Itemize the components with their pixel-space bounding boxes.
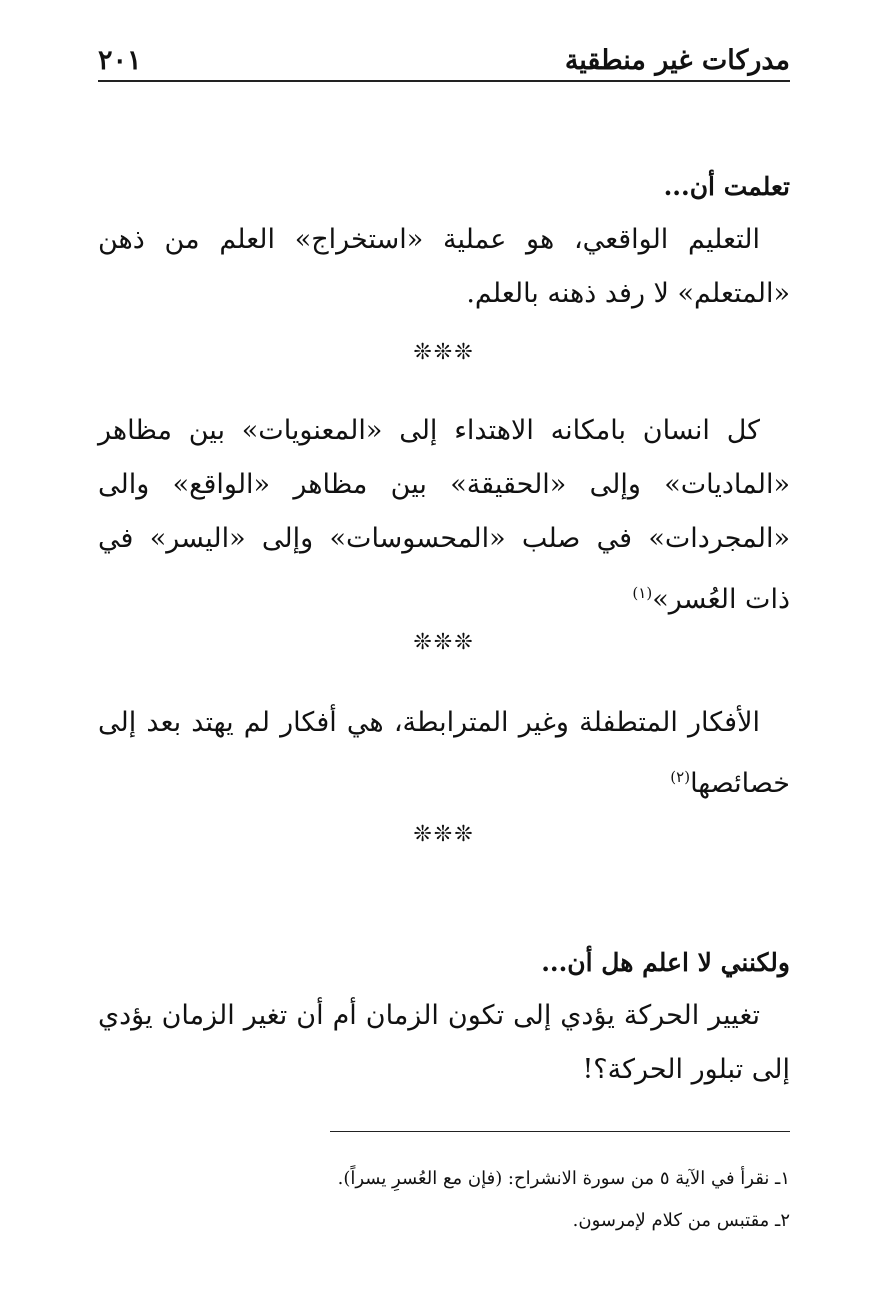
- paragraph: تغيير الحركة يؤدي إلى تكون الزمان أم أن تغير الزمان يؤدي إلى تبلور الحركة؟!: [98, 1000, 790, 1085]
- page-number: ٢٠١: [98, 44, 142, 76]
- section-heading: تعلمت أن...: [663, 172, 790, 201]
- section-heading: ولكنني لا اعلم هل أن...: [541, 948, 790, 977]
- paragraph-text: الأفكار المتطفلة وغير المترابطة، هي أفكار لم يهتد بعد إلى خصائصها: [98, 707, 790, 799]
- header-title: مدركات غير منطقية: [564, 44, 790, 76]
- section-ideas: [98, 696, 790, 811]
- running-header: [98, 40, 790, 82]
- separator-stars: ❊❊❊: [413, 630, 475, 655]
- section-unknown: [98, 948, 790, 1097]
- footnote-divider: [330, 1131, 790, 1132]
- section-learned: [98, 172, 790, 321]
- paragraph: [98, 404, 790, 627]
- paragraph: [98, 696, 790, 811]
- section-guidance: [98, 404, 790, 627]
- footnote-ref: (١): [632, 584, 653, 602]
- footnote-ref: (٢): [670, 768, 691, 786]
- footnote-1: ١ـ نقرأ في الآية ٥ من سورة الانشراح: (فإن مع العُسرِ يسراً).: [337, 1168, 790, 1189]
- separator-stars: ❊❊❊: [413, 822, 475, 847]
- paragraph: التعليم الواقعي، هو عملية «استخراج» العلم من ذهن «المتعلم» لا رفد ذهنه بالعلم.: [98, 224, 790, 309]
- footnote-2: ٢ـ مقتبس من كلام لإمرسون.: [572, 1210, 790, 1231]
- separator-stars: ❊❊❊: [413, 340, 475, 365]
- paragraph-text: كل انسان بامكانه الاهتداء إلى «المعنويات» بين مظاهر «الماديات» وإلى «الحقيقة» بين مظاهر «الواقع» والى «المجردات» في صلب «المحسوسات» وإلى «اليسر» في ذات العُسر»: [98, 415, 790, 615]
